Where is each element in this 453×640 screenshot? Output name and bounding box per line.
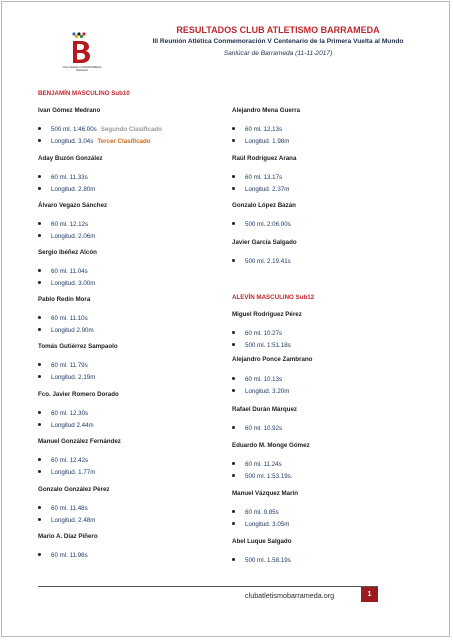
bullet-icon [38,175,41,178]
result-item: 60 ml. 12.12s [38,221,88,228]
athlete-name: Rafael Durán Márquez [232,406,297,413]
bullet-icon [232,426,235,429]
bullet-icon [232,389,235,392]
athlete-name: Javier García Salgado [232,239,297,246]
athlete-name: Álvaro Vegazo Sánchez [38,202,108,209]
event-subtitle: III Reunión Atlética Conmemoración V Centenario de la Primera Vuelta al Mundo [152,38,404,45]
bullet-icon [38,470,41,473]
result-item: 60 ml. 12.30s [38,410,88,417]
bullet-icon [232,522,235,525]
athlete-name: Abel Luque Salgado [232,538,292,545]
bullet-icon [38,553,41,556]
result-item: Longitud. 2.06m [38,233,95,240]
bullet-icon [232,222,235,225]
result-item: 60 ml. 12,13s [232,126,282,133]
result-item: Longitud. 2.80m [38,186,95,193]
result-item: Longitud. 1.98m [232,138,289,145]
bullet-icon [232,187,235,190]
result-item: Longitud. 1.77m [38,469,95,476]
result-item: Longitud. 3.05m [232,521,289,528]
bullet-icon [38,234,41,237]
result-item: 60 ml. 10.27s [232,330,282,337]
result-item: 500 ml. 1:51.18s [232,342,291,349]
athlete-name: Alejandro Mena Guerra [232,107,301,114]
bullet-icon [38,269,41,272]
bullet-icon [38,506,41,509]
result-item: Longitud. 2.37m [232,186,289,193]
result-item: 60 ml. 11.04s [38,268,88,275]
logo-text: Club Atletismo BARRAMEDA Sanlúcar [62,65,102,73]
athlete-name: Tomás Gutiérrez Sampaolo [38,343,118,350]
result-item: Longitud. 3.20m [232,388,289,395]
result-item: 500 ml. 1:53.19s. [232,473,292,480]
result-item: Longitud. 3.00m [38,280,95,287]
athlete-name: Raúl Rodríguez Arana [232,155,297,162]
result-item: 60 ml. 11.48s [38,505,88,512]
bullet-icon [38,187,41,190]
result-item: 60 ml. 12.42s [38,457,88,464]
bullet-icon [38,222,41,225]
athlete-name: Pablo Redín Mora [38,296,91,303]
result-item: 60 ml. 11.24s [232,461,282,468]
bullet-icon [38,139,41,142]
athlete-name: Aday Buzón González [38,155,103,162]
bullet-icon [38,281,41,284]
athlete-name: Ivan Gómez Medrano [38,107,101,114]
bullet-icon [38,458,41,461]
bullet-icon [232,474,235,477]
bullet-icon [232,127,235,130]
result-item: Longitud. 3.04s Tercer Clasificado [38,138,151,145]
athlete-name: Gonzalo López Bazán [232,202,296,209]
bullet-icon [232,510,235,513]
result-item: Longitud 2.44m [38,422,94,429]
bullet-icon [232,558,235,561]
result-item: 500 ml. 2.19.41s [232,258,291,265]
bullet-icon [232,139,235,142]
club-logo [64,30,108,76]
placement-note: Segundo Clasificado [100,126,162,133]
footer-divider [38,586,378,587]
placement-note: Tercer Clasificado [97,138,151,145]
bullet-icon [38,316,41,319]
section-heading: ALEVÍN MASCULINO Sub12 [232,294,315,301]
bullet-icon [38,518,41,521]
bullet-icon [38,375,41,378]
event-date: Sanlúcar de Barrameda (11-11-2017) [223,50,333,57]
footer-link[interactable]: clubatletismobarrameda.org [245,591,335,600]
bullet-icon [232,331,235,334]
athlete-name: Manuel González Fernández [38,438,121,445]
bullet-icon [38,328,41,331]
section-heading: BENJAMÍN MASCULINO Sub10 [38,90,130,97]
page-number-badge: 1 [361,587,378,602]
bullet-icon [38,423,41,426]
athlete-name: Alejandro Ponce Zambrano [232,356,313,363]
athlete-name: Eduardo M. Monge Gómez [232,442,310,449]
page-title: RESULTADOS CLUB ATLETISMO BARRAMEDA [176,25,380,35]
result-item: 60 ml. 10.92s [232,425,282,432]
bullet-icon [38,127,41,130]
bullet-icon [232,343,235,346]
result-item: 60 ml. 13.17s [232,174,282,181]
result-item: 60 ml. 10.13s [232,376,282,383]
bullet-icon [38,363,41,366]
bullet-icon [232,175,235,178]
bullet-icon [232,377,235,380]
result-item: 500 ml. 2:06.00s [232,221,291,228]
result-item: Longitud. 2.48m [38,517,95,524]
athlete-name: Gonzalo González Pérez [38,486,110,493]
bullet-icon [38,411,41,414]
result-item: 500 ml. 1:46.00s Segundo Clasificado [38,126,162,133]
result-item: 60 ml. 11.96s [38,552,88,559]
result-item: 60 ml. 9.85s [232,509,279,516]
bullet-icon [232,462,235,465]
result-item: Longitud. 2.19m [38,374,95,381]
result-item: Longitud 2.90m [38,327,94,334]
result-item: 60 ml. 11.10s [38,315,88,322]
document-page [1,1,450,637]
athlete-name: Manuel Vázquez Marín [232,490,299,497]
result-item: 500 ml. 1.58.19s [232,557,291,564]
result-item: 60 ml. 11.79s [38,362,88,369]
athlete-name: Mario A. Díaz Piñero [38,533,98,540]
athlete-name: Fco. Javier Romero Dorado [38,391,119,398]
result-item: 60 ml. 11.33s [38,174,88,181]
bullet-icon [232,259,235,262]
athlete-name: Sergio Ibéñez Alcón [38,249,97,256]
athlete-name: Miguel Rodríguez Pérez [232,311,302,318]
